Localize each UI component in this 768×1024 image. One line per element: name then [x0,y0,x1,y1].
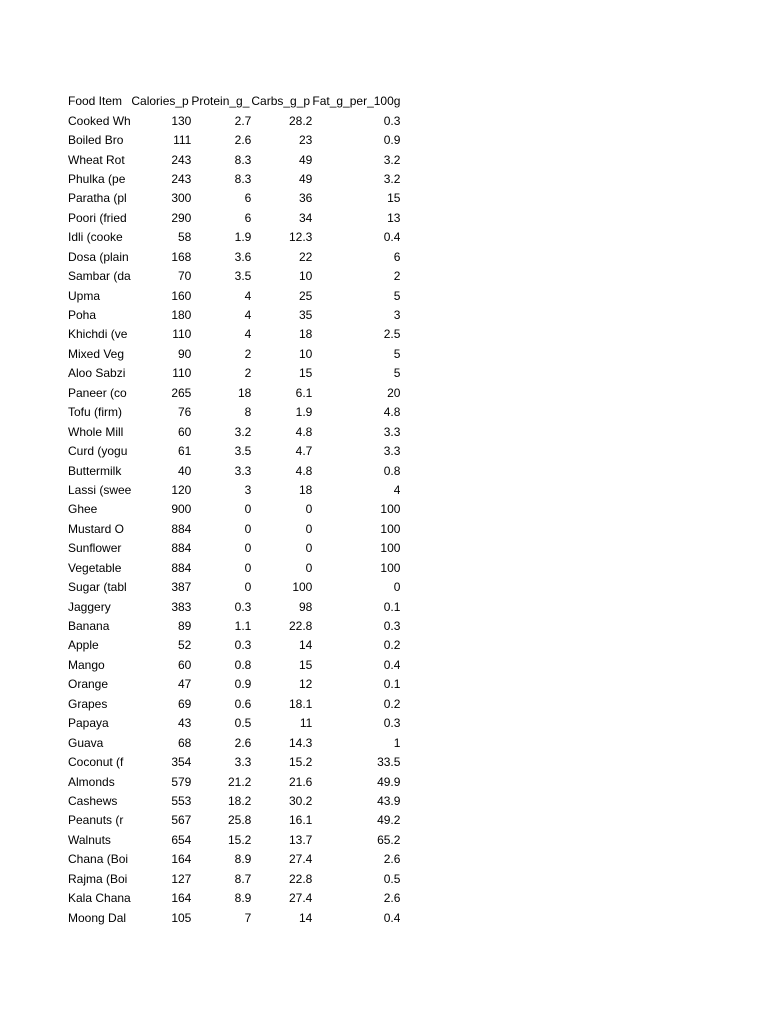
calories-cell[interactable]: 130 [171,113,192,128]
protein-cell[interactable]: 15.2 [228,832,252,847]
calories-cell[interactable]: 265 [171,385,192,400]
calories-cell[interactable]: 383 [171,599,192,614]
food-item-cell[interactable]: Mustard O [68,521,125,536]
table-row [68,189,400,208]
protein-cell[interactable]: 25.8 [228,813,252,828]
calories-cell[interactable]: 300 [171,191,192,206]
protein-cell[interactable]: 2 [244,346,252,361]
calories-cell[interactable]: 243 [171,171,192,186]
calories-cell[interactable]: 60 [178,657,192,672]
carbs-cell[interactable]: 0 [305,521,313,536]
protein-cell[interactable]: 0.3 [234,638,252,653]
protein-cell[interactable]: 21.2 [228,774,252,789]
calories-cell[interactable]: 579 [171,774,192,789]
food-item-cell[interactable]: Apple [68,638,99,653]
table-row [68,248,400,267]
food-item-cell[interactable]: Coconut (f [68,755,124,770]
carbs-cell[interactable]: 4.8 [295,424,313,439]
fat-cell[interactable]: 100 [380,502,401,517]
table-row [68,695,400,714]
calories-cell[interactable]: 70 [178,269,192,284]
fat-cell[interactable]: 0 [393,580,401,595]
food-item-cell[interactable]: Jaggery [68,599,111,614]
fat-cell[interactable]: 33.5 [377,755,401,770]
carbs-cell[interactable]: 35 [299,308,313,323]
carbs-cell[interactable]: 12 [299,677,313,692]
protein-cell[interactable]: 4 [244,327,252,342]
fat-cell[interactable]: 100 [380,541,401,556]
carbs-cell[interactable]: 22 [299,249,313,264]
calories-cell[interactable]: 243 [171,152,192,167]
protein-cell[interactable]: 0.8 [234,657,252,672]
table-row [68,228,400,247]
protein-cell[interactable]: 0 [244,580,252,595]
calories-cell[interactable]: 160 [171,288,192,303]
food-item-cell[interactable]: Almonds [68,774,115,789]
fat-cell[interactable]: 0.3 [383,716,401,731]
table-row [68,539,400,558]
fat-cell[interactable]: 0.4 [383,910,401,925]
carbs-cell[interactable]: 34 [299,210,313,225]
fat-cell[interactable]: 2.5 [383,327,401,342]
table-row [68,170,400,189]
carbs-cell[interactable]: 14.3 [289,735,313,750]
calories-cell[interactable]: 40 [178,463,192,478]
fat-cell[interactable]: 1 [393,735,401,750]
calories-cell[interactable]: 43 [178,716,192,731]
protein-cell[interactable]: 3.6 [234,249,252,264]
header-calories[interactable]: Calories_p [131,94,189,109]
fat-cell[interactable]: 3.3 [383,424,401,439]
carbs-cell[interactable]: 14 [299,910,313,925]
calories-cell[interactable]: 290 [171,210,192,225]
food-item-cell[interactable]: Khichdi (ve [68,327,128,342]
table-row [68,753,400,772]
table-row [68,345,400,364]
table-row [68,422,400,441]
table-row [68,150,400,169]
fat-cell[interactable]: 0.4 [383,657,401,672]
food-item-cell[interactable]: Grapes [68,696,108,711]
protein-cell[interactable]: 0 [244,560,252,575]
food-item-cell[interactable]: Boiled Bro [68,133,124,148]
table-row [68,306,400,325]
carbs-cell[interactable]: 27.4 [289,891,313,906]
carbs-cell[interactable]: 12.3 [289,230,313,245]
table-row [68,442,400,461]
food-item-cell[interactable]: Vegetable [68,560,122,575]
protein-cell[interactable]: 2.7 [234,113,252,128]
table-row [68,559,400,578]
calories-cell[interactable]: 180 [171,308,192,323]
fat-cell[interactable]: 0.3 [383,619,401,634]
header-row [68,92,400,111]
calories-cell[interactable]: 120 [171,482,192,497]
calories-cell[interactable]: 89 [178,619,192,634]
fat-cell[interactable]: 13 [387,210,401,225]
calories-cell[interactable]: 567 [171,813,192,828]
table-row [68,656,400,675]
food-item-cell[interactable]: Poha [68,308,97,323]
carbs-cell[interactable]: 18 [299,327,313,342]
fat-cell[interactable]: 5 [393,288,401,303]
calories-cell[interactable]: 387 [171,580,192,595]
table-row [68,831,400,850]
calories-cell[interactable]: 110 [172,327,192,342]
food-item-cell[interactable]: Cooked Wh [68,113,131,128]
carbs-cell[interactable]: 23 [299,133,313,148]
table-row [68,636,400,655]
carbs-cell[interactable]: 15 [299,657,313,672]
fat-cell[interactable]: 5 [393,366,401,381]
food-item-cell[interactable]: Rajma (Boi [68,871,128,886]
protein-cell[interactable]: 2.6 [234,735,252,750]
table-row [68,481,400,500]
fat-cell[interactable]: 100 [380,521,401,536]
food-item-cell[interactable]: Paneer (co [68,385,127,400]
table-row [68,286,400,305]
protein-cell[interactable]: 1.9 [234,230,252,245]
table-row [68,520,400,539]
header-carbs[interactable]: Carbs_g_p [251,94,311,109]
fat-cell[interactable]: 0.8 [383,463,401,478]
food-item-cell[interactable]: Mango [68,657,105,672]
fat-cell[interactable]: 0.1 [383,599,401,614]
protein-cell[interactable]: 3.5 [234,444,252,459]
carbs-cell[interactable]: 18 [299,482,313,497]
fat-cell[interactable]: 0.9 [383,133,401,148]
protein-cell[interactable]: 8.7 [234,871,252,886]
table-row [68,617,400,636]
calories-cell[interactable]: 654 [171,832,192,847]
protein-cell[interactable]: 3.3 [234,463,252,478]
calories-cell[interactable]: 884 [171,560,192,575]
food-item-cell[interactable]: Buttermilk [68,463,122,478]
food-item-cell[interactable]: Idli (cooke [68,230,123,245]
food-item-cell[interactable]: Paratha (pl [68,191,127,206]
carbs-cell[interactable]: 49 [299,171,313,186]
carbs-cell[interactable]: 25 [299,288,313,303]
fat-cell[interactable]: 3.2 [383,152,401,167]
calories-cell[interactable]: 168 [171,249,192,264]
carbs-cell[interactable]: 15.2 [289,755,313,770]
protein-cell[interactable]: 3.5 [234,269,252,284]
calories-cell[interactable]: 68 [178,735,192,750]
calories-cell[interactable]: 60 [178,424,192,439]
fat-cell[interactable]: 6 [393,249,401,264]
calories-cell[interactable]: 111 [173,133,192,148]
fat-cell[interactable]: 100 [380,560,401,575]
calories-cell[interactable]: 58 [178,230,192,245]
carbs-cell[interactable]: 1.9 [295,405,313,420]
protein-cell[interactable]: 6 [244,191,252,206]
protein-cell[interactable]: 2 [244,366,252,381]
calories-cell[interactable]: 90 [178,346,192,361]
protein-cell[interactable]: 8.3 [234,171,252,186]
food-item-cell[interactable]: Sambar (da [68,269,131,284]
protein-cell[interactable]: 18 [238,385,252,400]
carbs-cell[interactable]: 49 [299,152,313,167]
table-row [68,364,400,383]
carbs-cell[interactable]: 21.6 [289,774,313,789]
carbs-cell[interactable]: 4.7 [295,444,313,459]
table-row [68,131,400,150]
carbs-cell[interactable]: 0 [305,560,313,575]
table-row [68,209,400,228]
calories-cell[interactable]: 884 [171,521,192,536]
food-item-cell[interactable]: Walnuts [68,832,111,847]
protein-cell[interactable]: 0 [244,541,252,556]
table-row [68,811,400,830]
carbs-cell[interactable]: 98 [299,599,313,614]
table-row [68,889,400,908]
fat-cell[interactable]: 0.5 [383,871,401,886]
protein-cell[interactable]: 2.6 [234,133,252,148]
food-item-cell[interactable]: Dosa (plain [68,249,129,264]
fat-cell[interactable]: 3 [393,308,401,323]
carbs-cell[interactable]: 22.8 [289,619,313,634]
protein-cell[interactable]: 0 [244,502,252,517]
protein-cell[interactable]: 3.3 [234,755,252,770]
food-item-cell[interactable]: Upma [68,288,101,303]
fat-cell[interactable]: 0.2 [383,638,401,653]
food-item-cell[interactable]: Orange [68,677,109,692]
header-fat[interactable]: Fat_g_per_100g [312,94,401,109]
food-item-cell[interactable]: Cashews [68,793,118,808]
food-item-cell[interactable]: Aloo Sabzi [68,366,126,381]
fat-cell[interactable]: 2.6 [383,891,401,906]
carbs-cell[interactable]: 0 [305,502,313,517]
protein-cell[interactable]: 1.1 [234,619,252,634]
calories-cell[interactable]: 110 [172,366,192,381]
table-row [68,714,400,733]
protein-cell[interactable]: 0.5 [234,716,252,731]
carbs-cell[interactable]: 10 [299,269,313,284]
carbs-cell[interactable]: 16.1 [289,813,313,828]
table-row [68,461,400,480]
carbs-cell[interactable]: 0 [305,541,313,556]
carbs-cell[interactable]: 11 [299,716,313,731]
food-item-cell[interactable]: Moong Dal [68,910,127,925]
fat-cell[interactable]: 2 [393,269,401,284]
protein-cell[interactable]: 0.6 [234,696,252,711]
calories-cell[interactable]: 76 [178,405,192,420]
table-row [68,850,400,869]
carbs-cell[interactable]: 27.4 [289,852,313,867]
food-item-cell[interactable]: Whole Mill [68,424,124,439]
protein-cell[interactable]: 8.3 [234,152,252,167]
calories-cell[interactable]: 164 [171,852,192,867]
food-item-cell[interactable]: Tofu (firm) [68,405,122,420]
spreadsheet-body [68,92,400,928]
table-row [68,675,400,694]
fat-cell[interactable]: 15 [387,191,401,206]
food-item-cell[interactable]: Guava [68,735,104,750]
protein-cell[interactable]: 7 [244,910,252,925]
carbs-cell[interactable]: 28.2 [289,113,313,128]
table-row [68,772,400,791]
food-item-cell[interactable]: Kala Chana [68,891,131,906]
food-item-cell[interactable]: Peanuts (r [68,813,124,828]
table-row [68,870,400,889]
table-row [68,403,400,422]
fat-cell[interactable]: 49.2 [377,813,401,828]
table-row [68,384,400,403]
table-row [68,597,400,616]
carbs-cell[interactable]: 6.1 [295,385,313,400]
protein-cell[interactable]: 8.9 [234,891,252,906]
calories-cell[interactable]: 52 [178,638,192,653]
table-row [68,325,400,344]
table-row [68,733,400,752]
carbs-cell[interactable]: 14 [299,638,313,653]
calories-cell[interactable]: 127 [171,871,192,886]
protein-cell[interactable]: 6 [244,210,252,225]
protein-cell[interactable]: 4 [244,288,252,303]
calories-cell[interactable]: 164 [171,891,192,906]
table-row [68,267,400,286]
food-item-cell[interactable]: Mixed Veg [68,346,125,361]
table-row [68,500,400,519]
fat-cell[interactable]: 0.4 [383,230,401,245]
food-item-cell[interactable]: Poori (fried [68,210,127,225]
calories-cell[interactable]: 884 [171,541,192,556]
food-item-cell[interactable]: Sunflower [68,541,122,556]
protein-cell[interactable]: 8 [244,405,252,420]
food-item-cell[interactable]: Papaya [68,716,109,731]
food-item-cell[interactable]: Wheat Rot [68,152,125,167]
calories-cell[interactable]: 354 [171,755,192,770]
fat-cell[interactable]: 0.1 [383,677,401,692]
fat-cell[interactable]: 2.6 [383,852,401,867]
carbs-cell[interactable]: 4.8 [295,463,313,478]
food-item-cell[interactable]: Banana [68,619,110,634]
spreadsheet-table [68,92,400,928]
carbs-cell[interactable]: 36 [299,191,313,206]
food-item-cell[interactable]: Ghee [68,502,98,517]
protein-cell[interactable]: 0.9 [234,677,252,692]
fat-cell[interactable]: 43.9 [377,793,401,808]
food-item-cell[interactable]: Phulka (pe [68,171,126,186]
protein-cell[interactable]: 4 [244,308,252,323]
food-item-cell[interactable]: Curd (yogu [68,444,128,459]
carbs-cell[interactable]: 100 [292,580,313,595]
protein-cell[interactable]: 18.2 [228,793,252,808]
header-protein[interactable]: Protein_g_ [191,94,250,109]
calories-cell[interactable]: 69 [178,696,192,711]
protein-cell[interactable]: 0 [244,521,252,536]
calories-cell[interactable]: 105 [171,910,192,925]
food-item-cell[interactable]: Lassi (swee [68,482,132,497]
table-row [68,111,400,130]
food-item-cell[interactable]: Chana (Boi [68,852,129,867]
carbs-cell[interactable]: 15 [299,366,313,381]
fat-cell[interactable]: 4 [393,482,401,497]
fat-cell[interactable]: 0.3 [383,113,401,128]
protein-cell[interactable]: 3 [244,482,252,497]
fat-cell[interactable]: 3.2 [383,171,401,186]
carbs-cell[interactable]: 13.7 [289,832,313,847]
table-row [68,792,400,811]
table-row [68,908,400,927]
calories-cell[interactable]: 47 [178,677,192,692]
calories-cell[interactable]: 553 [171,793,192,808]
fat-cell[interactable]: 65.2 [377,832,401,847]
protein-cell[interactable]: 0.3 [234,599,252,614]
table-row [68,578,400,597]
carbs-cell[interactable]: 18.1 [289,696,313,711]
fat-cell[interactable]: 4.8 [383,405,401,420]
carbs-cell[interactable]: 10 [299,346,313,361]
calories-cell[interactable]: 61 [178,444,192,459]
carbs-cell[interactable]: 22.8 [289,871,313,886]
fat-cell[interactable]: 49.9 [377,774,401,789]
carbs-cell[interactable]: 30.2 [289,793,313,808]
header-food-item[interactable]: Food Item [68,94,123,109]
protein-cell[interactable]: 3.2 [234,424,252,439]
calories-cell[interactable]: 900 [171,502,192,517]
fat-cell[interactable]: 0.2 [383,696,401,711]
fat-cell[interactable]: 20 [387,385,401,400]
fat-cell[interactable]: 3.3 [383,444,401,459]
protein-cell[interactable]: 8.9 [234,852,252,867]
fat-cell[interactable]: 5 [393,346,401,361]
food-item-cell[interactable]: Sugar (tabl [68,580,127,595]
